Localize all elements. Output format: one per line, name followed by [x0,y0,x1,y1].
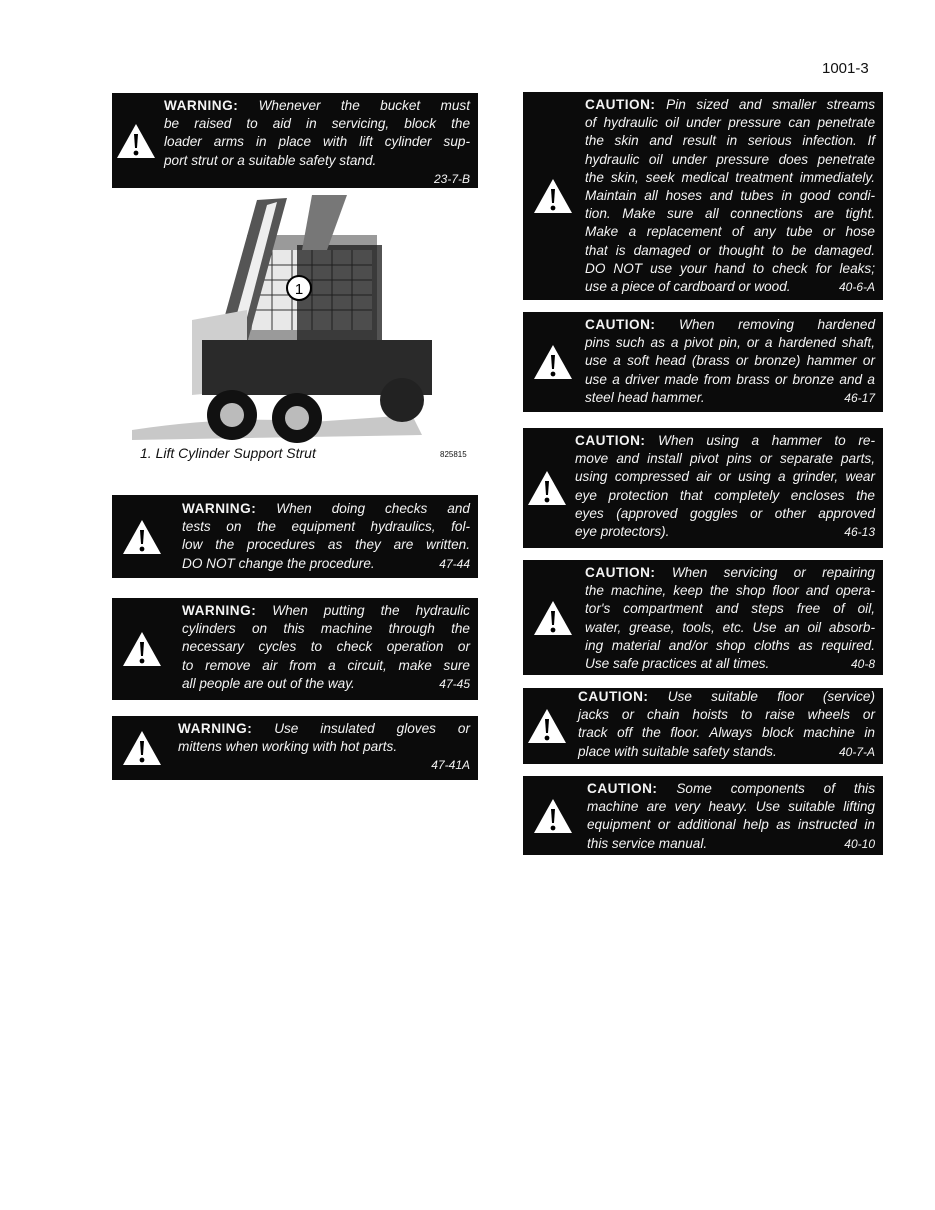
notice-line [578,688,875,706]
notice-line-text: Make a replacement of any tube or hose [585,224,875,240]
notice-line-text: mittens when working with hot parts. [178,739,398,755]
notice-line [585,352,875,370]
notice-line [585,334,875,352]
notice-line-text: move and install pivot pins or separate parts, [575,451,875,467]
notice-line-text: Pin sized and smaller streams [666,97,875,112]
notice-line-text: the skin and result in serious infection. If [585,133,875,149]
notice-line [585,600,875,618]
notice-text [178,720,470,775]
notice-line [164,97,470,115]
notice-line-text: jacks or chain hoists to raise wheels or [578,707,875,723]
notice-line [585,278,875,296]
notice-line-text: necessary cycles to check operation or [182,639,470,655]
figure-caption: 1. Lift Cylinder Support Strut [140,445,316,461]
notice-line-text: When doing checks and [276,501,470,516]
warning-box [112,598,478,700]
notice-text [587,780,875,853]
notice-line-text: place with suitable safety stands. [578,743,777,759]
notice-line-text: Whenever the bucket must [258,98,470,113]
notice-line [587,780,875,798]
warning-triangle-icon [533,344,573,380]
notice-line-text: Use suitable floor (service) [667,689,876,704]
notice-line-text: tion. Make sure all connections are tight. [585,206,875,222]
notice-line [575,523,875,541]
caution-box [523,560,883,675]
notice-text [585,564,875,673]
notice-line [585,96,875,114]
notice-line [575,432,875,450]
notice-line [182,620,470,638]
notice-line [587,798,875,816]
notice-line-text: hydraulic oil under pressure does penetrate [585,151,875,167]
notice-line-text: Some components of this [676,781,875,796]
notice-line-text: use a driver made from brass or bronze and a [585,371,875,387]
notice-text [585,316,875,407]
callout-number: 1 [294,281,304,298]
notice-label: WARNING: [182,603,257,618]
warning-triangle-icon [527,708,567,744]
notice-label: CAUTION: [587,781,658,796]
warning-triangle-icon [533,798,573,834]
notice-line [182,675,470,693]
notice-line [178,720,470,738]
notice-line [182,518,470,536]
skid-steer-loader-photo [112,190,478,445]
notice-line [587,835,875,853]
notice-line-text: tests on the equipment hydraulics, fol- [182,519,470,535]
notice-code: 46-13 [844,525,875,540]
notice-line-text: steel head hammer. [585,389,705,405]
notice-code: 47-44 [439,556,470,571]
notice-line [164,115,470,133]
notice-line-text: track off the floor. Always block machine in [578,725,875,741]
notice-line [575,487,875,505]
notice-line [164,152,470,170]
notice-line [585,151,875,169]
notice-line-text: eye protection that completely encloses the [575,487,875,503]
notice-label: WARNING: [182,501,257,516]
warning-triangle-icon [122,730,162,766]
notice-line-text: eyes (approved goggles or other approved [575,505,875,521]
notice-line-text: that is damaged or thought to be damaged. [585,242,875,258]
notice-label: CAUTION: [585,317,656,332]
notice-line [182,602,470,620]
notice-line-text: When removing hardened [679,317,875,332]
notice-line-text: When using a hammer to re- [658,433,875,448]
notice-line-text: use a piece of cardboard or wood. [585,279,791,295]
warning-triangle-icon [122,519,162,555]
warning-triangle-icon [533,178,573,214]
figure-id: 825815 [440,450,467,459]
notice-line-text: to remove air from a circuit, make sure [182,657,470,673]
notice-line [575,450,875,468]
notice-line-text: ing material and/or shop cloths as required. [585,637,875,653]
notice-line-text: eye protectors). [575,524,670,540]
notice-line-text: DO NOT change the procedure. [182,555,375,571]
notice-line-text: pins such as a pivot pin, or a hardened shaft, [585,335,875,351]
notice-line-text: equipment or additional help as instructed in [587,817,875,833]
notice-text [578,688,875,761]
notice-line [585,205,875,223]
notice-line-text: water, grease, tools, etc. Use an oil absorb- [585,619,875,635]
notice-label: WARNING: [178,721,253,736]
warning-triangle-icon [533,600,573,636]
warning-box [112,495,478,578]
notice-line [182,536,470,554]
notice-line-text: of hydraulic oil under pressure can penetrate [585,115,875,131]
notice-line [164,133,470,151]
notice-line [182,638,470,656]
notice-line-text: Use insulated gloves or [274,721,470,736]
notice-code: 46-17 [844,390,875,405]
notice-code: 23-7-B [433,171,470,186]
notice-line-text: When servicing or repairing [671,565,875,580]
notice-line [182,555,470,573]
caution-box [523,312,883,412]
notice-line-text: tor's compartment and steps free of oil, [585,601,875,617]
notice-line-text: all people are out of the way. [182,675,355,691]
notice-line-text: use a soft head (brass or bronze) hammer or [585,353,875,369]
warning-triangle-icon [116,123,156,159]
notice-label: CAUTION: [585,565,656,580]
notice-line [585,582,875,600]
notice-line-text: Maintain all hoses and tubes in good condi- [585,188,875,204]
notice-code: 40-7-A [838,744,875,759]
notice-line [585,132,875,150]
notice-line [182,657,470,675]
notice-line [585,564,875,582]
notice-line [585,223,875,241]
page-number: 1001-3 [822,60,869,77]
notice-line-text: When putting the hydraulic [272,603,470,618]
notice-line [578,724,875,742]
caution-box [523,92,883,300]
notice-text [575,432,875,541]
notice-line-text: low the procedures as they are written. [182,537,470,553]
notice-text [164,97,470,188]
caution-box [523,428,883,548]
notice-code: 40-8 [850,657,875,672]
notice-label: CAUTION: [575,433,646,448]
notice-line-text: this service manual. [587,835,708,851]
notice-line [182,500,470,518]
notice-line [585,242,875,260]
notice-line [585,187,875,205]
notice-line [585,619,875,637]
notice-line-text: using compressed air or using a grinder, wear [575,469,875,485]
notice-line [578,743,875,761]
notice-label: WARNING: [164,98,239,113]
notice-text [182,602,470,693]
notice-label: CAUTION: [585,97,656,112]
notice-line [575,505,875,523]
notice-line [585,637,875,655]
notice-label: CAUTION: [578,689,649,704]
notice-line-text: the skin, seek medical treatment immediately. [585,169,875,185]
notice-line-text: DO NOT use your hand to check for leaks; [585,260,875,276]
notice-line-text: the machine, keep the shop floor and opera- [585,583,875,599]
notice-line [578,706,875,724]
notice-line [585,260,875,278]
notice-line-text: cylinders on this machine through the [182,621,470,637]
notice-line [585,655,875,673]
notice-line-text: be raised to aid in servicing, block the [164,116,470,132]
warning-box [112,93,478,188]
warning-triangle-icon [527,470,567,506]
notice-line-text: loader arms in place with lift cylinder sup- [164,134,470,150]
caution-box [523,688,883,764]
notice-code: 47-45 [439,676,470,691]
notice-code: 40-6-A [838,280,875,295]
notice-line [178,738,470,756]
notice-code: 47-41A [431,758,470,773]
notice-line [585,389,875,407]
notice-code: 40-10 [844,836,875,851]
notice-line [585,316,875,334]
notice-line [585,169,875,187]
notice-line-text: machine are very heavy. Use suitable lifting [587,799,875,815]
notice-line-text: Use safe practices at all times. [585,656,770,672]
notice-line-text: port strut or a suitable safety stand. [164,152,377,168]
warning-triangle-icon [122,631,162,667]
notice-text [585,96,875,296]
notice-line [587,816,875,834]
notice-line [575,468,875,486]
warning-box [112,716,478,780]
notice-line [585,371,875,389]
notice-text [182,500,470,573]
notice-line [585,114,875,132]
caution-box [523,776,883,855]
